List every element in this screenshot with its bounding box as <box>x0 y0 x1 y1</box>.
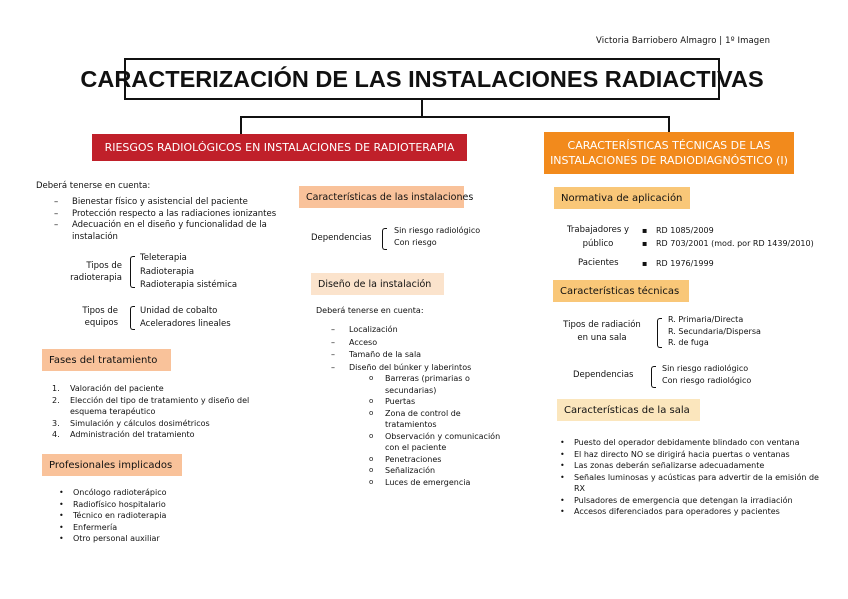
list-item: 4. Administración del tratamiento <box>52 430 195 439</box>
list-item: ▪ RD 1085/2009 <box>656 225 814 238</box>
list-item: 2. Elección del tipo de tratamiento y diseño del esquema terapéutico <box>52 395 250 416</box>
trabajadores-label: Trabajadores y público <box>566 225 630 249</box>
list-item: Aceleradores lineales <box>140 319 231 329</box>
list-item: Con riesgo <box>394 237 437 247</box>
list-item: • Señales luminosas y acústicas para advertir de la emisión de RX <box>574 472 819 495</box>
list-item: • Puesto del operador debidamente blindado con ventana <box>574 437 819 449</box>
diseno-title: Diseño de la instalación <box>311 273 444 295</box>
tipos-equipos-label: Tipos de equipos <box>82 306 118 328</box>
list-item: o Zona de control de tratamientos <box>385 408 507 431</box>
list-item: o Observación y comunicación con el paciente <box>385 431 507 454</box>
list-item: 1. Valoración del paciente <box>52 384 164 393</box>
list-item: Unidad de cobalto <box>140 306 218 316</box>
list-item: o Puertas <box>385 396 507 408</box>
connector-vertical-main <box>421 100 423 117</box>
list-item: ▪ RD 703/2001 (mod. por RD 1439/2010) <box>656 238 814 251</box>
radiodiagnostico-header: CARACTERÍSTICAS TÉCNICAS DE LAS INSTALACIONES DE RADIODIAGNÓSTICO (I) <box>544 132 794 174</box>
dependencias-label: Dependencias <box>311 233 372 243</box>
fases-title: Fases del tratamiento <box>42 349 171 371</box>
connector-horizontal <box>240 116 670 118</box>
radioterapia-header: RIESGOS RADIOLÓGICOS EN INSTALACIONES DE RADIOTERAPIA <box>92 134 467 161</box>
list-item: Teleterapia <box>140 253 187 263</box>
list-item: Sin riesgo radiológico <box>662 364 749 373</box>
brace <box>382 228 387 250</box>
list-item: – Acceso <box>349 337 509 350</box>
author-caption: Victoria Barriobero Almagro | 1º Imagen <box>596 36 771 46</box>
diseno-intro: Deberá tenerse en cuenta: <box>316 306 424 315</box>
radioterapia-considerations <box>72 197 277 243</box>
brace <box>130 306 135 330</box>
list-item: • Enfermería <box>73 522 167 534</box>
tipos-radiacion-label: Tipos de radiación en una sala <box>563 320 641 343</box>
list-item: ▪ RD 1976/1999 <box>656 258 714 270</box>
list-item: 3. Simulación y cálculos dosimétricos <box>52 418 210 428</box>
list-item: o Señalización <box>385 465 507 477</box>
tipos-radioterapia-label: Tipos de radioterapia <box>70 261 122 283</box>
connector-right <box>668 116 670 132</box>
sala-title: Características de la sala <box>557 399 700 421</box>
profesionales-list <box>73 487 167 545</box>
list-item: – Protección respecto a las radiaciones ionizantes <box>72 209 277 221</box>
list-item: – Adecuación en el diseño y funcionalidad de la instalación <box>72 220 277 243</box>
brace <box>651 366 656 388</box>
page-title: CARACTERIZACIÓN DE LAS INSTALACIONES RADIACTIVAS <box>124 58 720 100</box>
list-item: • Radiofísico hospitalario <box>73 499 167 511</box>
fases-list <box>52 383 250 441</box>
list-item: • Oncólogo radioterápico <box>73 487 167 499</box>
list-item: R. de fuga <box>668 338 709 347</box>
tipos-equipos-list <box>140 305 231 331</box>
pacientes-list <box>656 258 714 270</box>
dependencias-list <box>662 363 751 386</box>
list-item: • Accesos diferenciados para operadores y pacientes <box>574 506 819 518</box>
list-item: o Barreras (primarias o secundarias) <box>385 373 507 396</box>
list-item: o Penetraciones <box>385 454 507 466</box>
connector-left <box>240 116 242 134</box>
caracteristicas-instalaciones-title: Características de las instalaciones <box>299 186 464 208</box>
list-item: R. Primaria/Directa <box>668 315 744 324</box>
trabajadores-list <box>656 225 814 250</box>
radioterapia-intro: Deberá tenerse en cuenta: <box>36 181 151 191</box>
list-item: • Las zonas deberán señalizarse adecuadamente <box>574 460 819 472</box>
sala-list <box>574 437 819 518</box>
profesionales-title: Profesionales implicados <box>42 454 182 476</box>
normativa-title: Normativa de aplicación <box>554 187 690 209</box>
diseno-list <box>349 324 509 374</box>
list-item: – Diseño del búnker y laberintos <box>349 362 509 375</box>
dependencias-label: Dependencias <box>573 370 634 380</box>
tipos-radioterapia-list <box>140 252 237 293</box>
brace <box>130 256 135 288</box>
list-item: • El haz directo NO se dirigirá hacia puertas o ventanas <box>574 449 819 461</box>
dependencias-list <box>394 225 480 248</box>
brace <box>657 318 662 348</box>
bunker-list <box>385 373 507 488</box>
list-item: o Luces de emergencia <box>385 477 507 489</box>
list-item: Con riesgo radiológico <box>662 375 752 385</box>
list-item: Radioterapia sistémica <box>140 280 238 290</box>
pacientes-label: Pacientes <box>578 258 619 268</box>
list-item: • Otro personal auxiliar <box>73 533 167 545</box>
list-item: Sin riesgo radiológico <box>394 226 481 235</box>
tipos-radiacion-list <box>668 314 761 349</box>
list-item: – Tamaño de la sala <box>349 349 509 362</box>
list-item: R. Secundaria/Dispersa <box>668 326 761 336</box>
list-item: – Localización <box>349 324 509 337</box>
list-item: • Técnico en radioterapia <box>73 510 167 522</box>
tecnicas-title: Características técnicas <box>553 280 689 302</box>
list-item: • Pulsadores de emergencia que detengan la irradiación <box>574 495 819 507</box>
list-item: – Bienestar físico y asistencial del paciente <box>72 197 277 209</box>
list-item: Radioterapia <box>140 266 195 277</box>
